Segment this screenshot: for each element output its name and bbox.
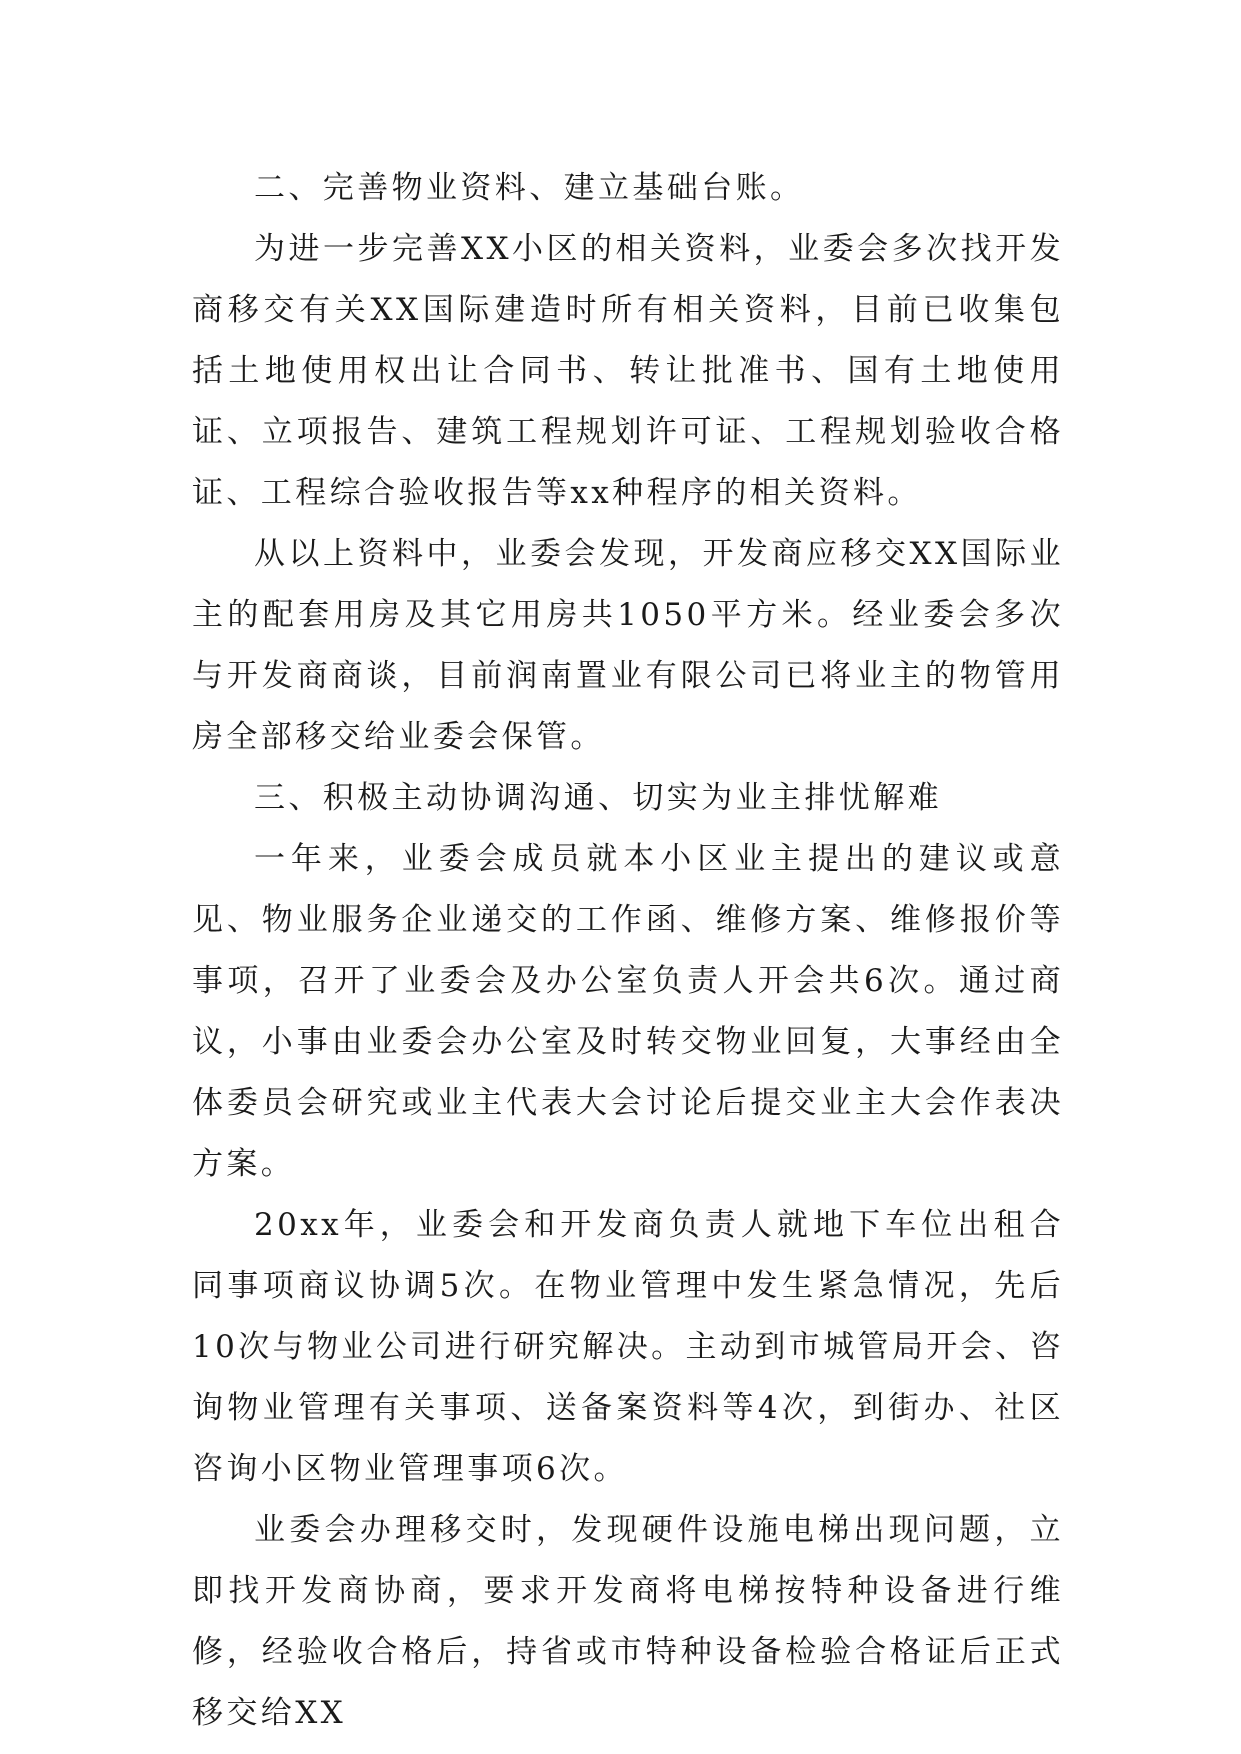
paragraph-housing: 从以上资料中，业委会发现，开发商应移交XX国际业主的配套用房及其它用房共1050平方米。经业委会多次与开发商商谈，目前润南置业有限公司已将业主的物管用房全部移交给业委会保管。 <box>192 536 1064 755</box>
paragraph-elevator: 业委会办理移交时，发现硬件设施电梯出现问题，立即找开发商协商，要求开发商将电梯按特种设备进行维修，经验收合格后，持省或市特种设备检验合格证后正式移交给XX <box>192 1512 1064 1731</box>
section-heading-2: 二、完善物业资料、建立基础台账。 <box>254 170 805 206</box>
paragraph-meetings: 一年来，业委会成员就本小区业主提出的建议或意见、物业服务企业递交的工作函、维修方案、维修报价等事项，召开了业委会及办公室负责人开会共6次。通过商议，小事由业委会办公室及时转交物业回复，大事经由全体委员会研究或业主代表大会讨论后提交业主大会作表决方案。 <box>192 841 1064 1182</box>
document-body <box>192 158 1064 1744</box>
paragraph-coordination: 20xx年，业委会和开发商负责人就地下车位出租合同事项商议协调5次。在物业管理中发生紧急情况，先后10次与物业公司进行研究解决。主动到市城管局开会、咨询物业管理有关事项、送备案资料等4次，到街办、社区咨询小区物业管理事项6次。 <box>192 1207 1064 1487</box>
section-heading-3: 三、积极主动协调沟通、切实为业主排忧解难 <box>254 780 942 816</box>
paragraph-materials: 为进一步完善XX小区的相关资料，业委会多次找开发商移交有关XX国际建造时所有相关资料，目前已收集包括土地使用权出让合同书、转让批准书、国有土地使用证、立项报告、建筑工程规划许可证、工程规划验收合格证、工程综合验收报告等xx种程序的相关资料。 <box>192 231 1064 511</box>
